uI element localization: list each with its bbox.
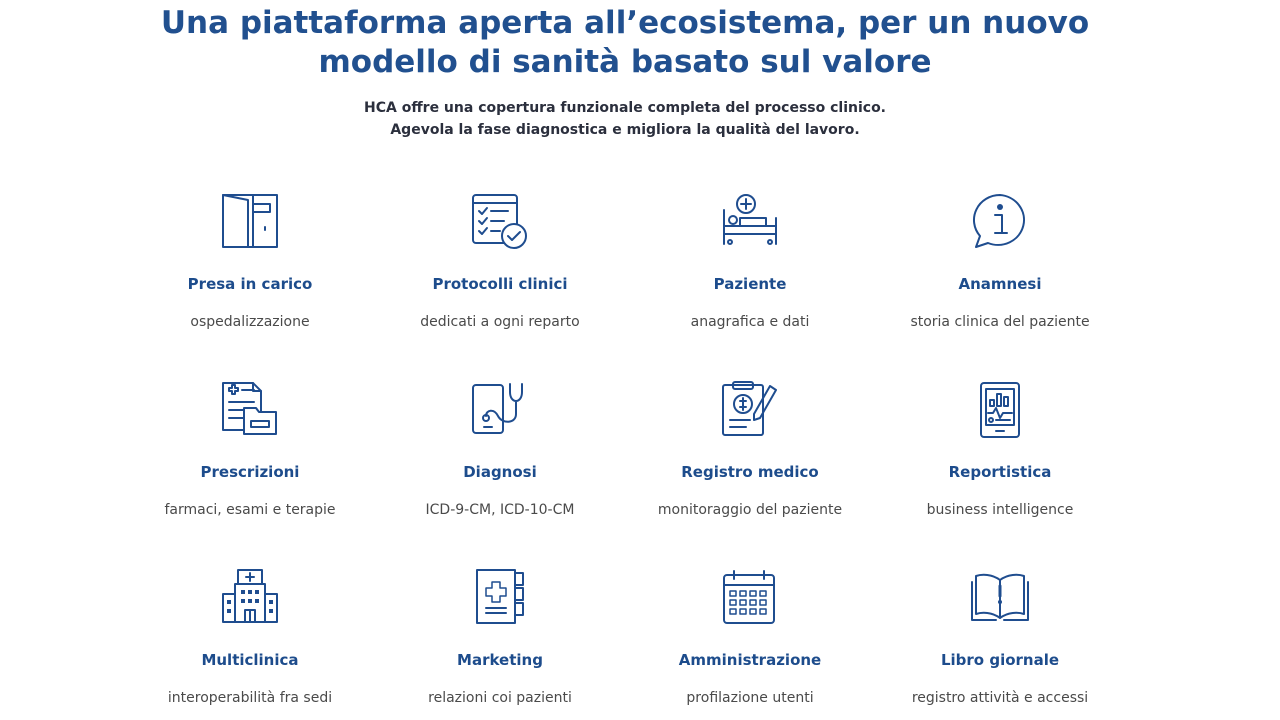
feature-description: business intelligence — [926, 502, 1074, 518]
feature-description: ICD-9-CM, ICD-10-CM — [425, 502, 575, 518]
feature-description: ospedalizzazione — [190, 314, 310, 330]
feature-description: relazioni coi pazienti — [428, 690, 572, 706]
feature-description: anagrafica e dati — [690, 314, 810, 330]
feature-description: interoperabilità fra sedi — [167, 690, 333, 706]
feature-card-protocolli-clinici — [375, 192, 625, 330]
door-icon — [220, 192, 280, 252]
feature-card-anamnesi — [875, 192, 1125, 330]
feature-description: profilazione utenti — [686, 690, 814, 706]
feature-description: storia clinica del paziente — [910, 314, 1090, 330]
page-title-line-2: modello di sanità basato sul valore — [318, 44, 932, 80]
feature-label: Diagnosi — [463, 463, 537, 481]
checklist-icon — [470, 192, 530, 252]
medical-clipboard-icon — [720, 380, 780, 440]
feature-card-reportistica — [875, 380, 1125, 518]
feature-card-marketing — [375, 568, 625, 706]
feature-label: Presa in carico — [187, 275, 313, 293]
hospital-bed-icon — [720, 192, 780, 252]
feature-card-libro-giornale — [875, 568, 1125, 706]
page-subtitle-line-1: HCA offre una copertura funzionale completa del processo clinico. — [364, 100, 886, 116]
medical-book-icon — [470, 568, 530, 628]
feature-label: Registro medico — [681, 463, 819, 481]
feature-label: Paziente — [713, 275, 787, 293]
feature-card-amministrazione — [625, 568, 875, 706]
feature-description: monitoraggio del paziente — [657, 502, 843, 518]
hospital-building-icon — [220, 568, 280, 628]
info-bubble-icon — [970, 192, 1030, 252]
page-subtitle-line-2: Agevola la fase diagnostica e migliora la qualità del lavoro. — [390, 122, 860, 138]
feature-label: Protocolli clinici — [432, 275, 568, 293]
feature-label: Anamnesi — [958, 275, 1042, 293]
feature-description: registro attività e accessi — [911, 690, 1089, 706]
feature-card-multiclinica — [125, 568, 375, 706]
feature-label: Prescrizioni — [200, 463, 300, 481]
feature-label: Multiclinica — [201, 651, 299, 669]
feature-description: farmaci, esami e terapie — [164, 502, 336, 518]
page-title-line-1: Una piattaforma aperta all’ecosistema, per un nuovo — [160, 5, 1090, 41]
report-tablet-icon — [970, 380, 1030, 440]
feature-label: Amministrazione — [678, 651, 822, 669]
feature-card-diagnosi — [375, 380, 625, 518]
feature-description: dedicati a ogni reparto — [420, 314, 580, 330]
feature-card-registro-medico — [625, 380, 875, 518]
feature-label: Libro giornale — [940, 651, 1060, 669]
open-book-icon — [970, 568, 1030, 628]
prescription-folder-icon — [220, 380, 280, 440]
feature-label: Marketing — [457, 651, 543, 669]
feature-card-paziente — [625, 192, 875, 330]
feature-card-prescrizioni — [125, 380, 375, 518]
feature-label: Reportistica — [948, 463, 1052, 481]
tablet-stethoscope-icon — [470, 380, 530, 440]
calendar-icon — [720, 568, 780, 628]
feature-card-presa-in-carico — [125, 192, 375, 330]
